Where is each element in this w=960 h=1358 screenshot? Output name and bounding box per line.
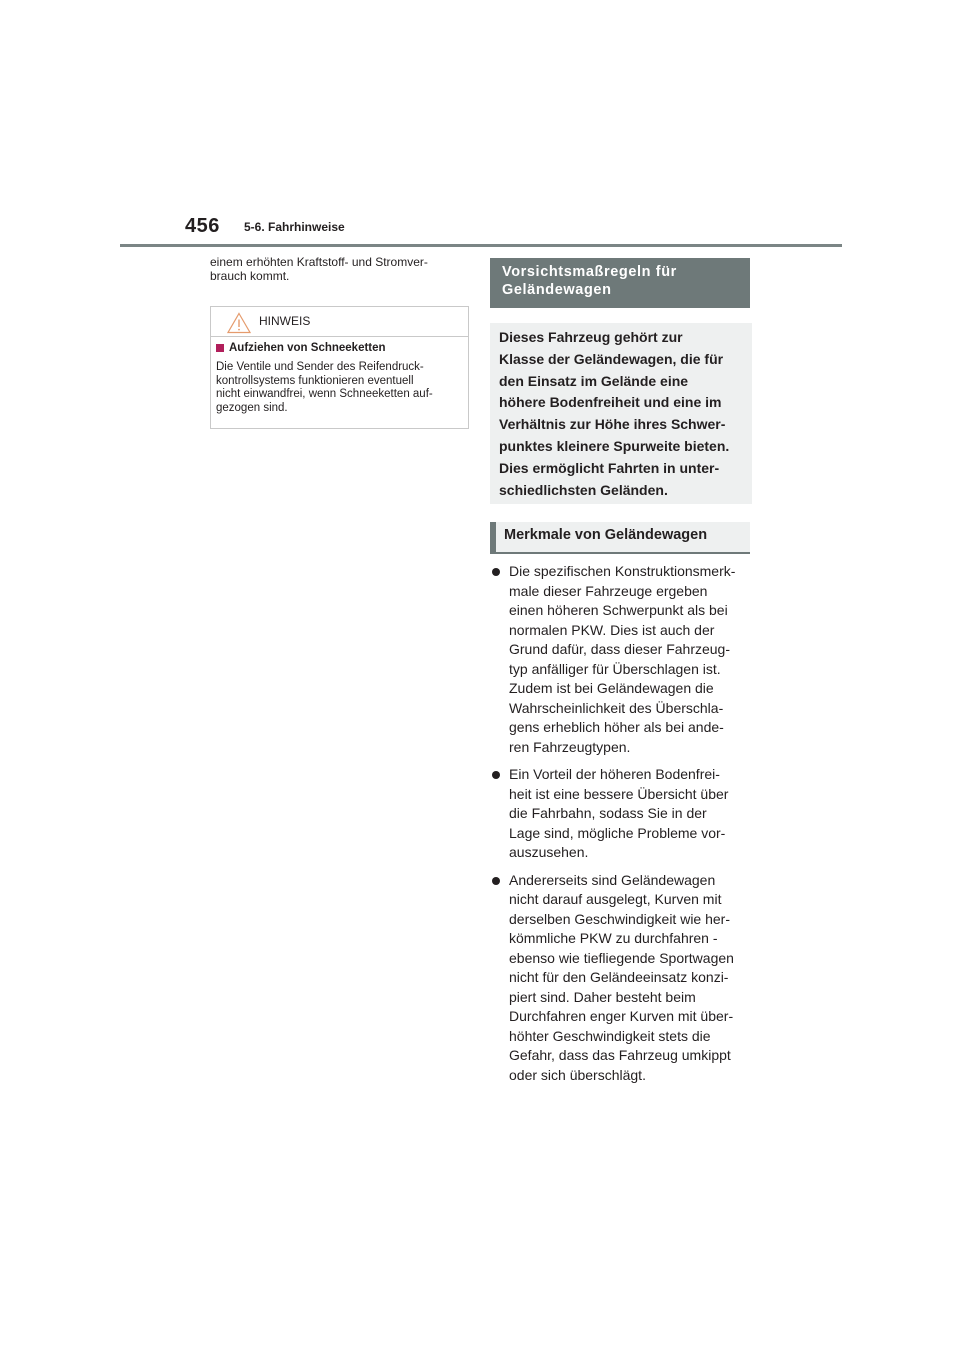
intro-text: einem erhöhten Kraftstoff- und Stromver- brauch kommt.: [210, 255, 428, 283]
notice-body: [211, 337, 468, 415]
subheading: Merkmale von Geländewagen: [490, 522, 750, 554]
header-rule: [120, 244, 842, 247]
notice-label: HINWEIS: [259, 314, 311, 328]
list-item: [490, 765, 752, 863]
square-marker-icon: [216, 344, 224, 352]
section-heading: Vorsichtsmaßregeln für Geländewagen: [490, 258, 750, 308]
bullet-dot-icon: [492, 568, 500, 576]
notice-text: Die Ventile und Sender des Reifendruck- kontrollsystems funktionieren eventuell nicht einwandfrei, wenn Schneeketten auf- gezogen sind.: [216, 361, 433, 414]
notice-box: [210, 306, 469, 429]
bullet-dot-icon: [492, 771, 500, 779]
warning-triangle-icon: [227, 312, 251, 334]
lead-box: [490, 323, 752, 504]
left-column: [210, 256, 470, 283]
lead-text: Dieses Fahrzeug gehört zur Klasse der Geländewagen, die für den Einsatz im Gelände eine höhere Bodenfreiheit und eine im Verhältnis zur Höhe ihres Schwer- punktes kleinere Spurweite bieten. Dies ermöglicht Fahrten in unter- schiedlichsten Geländen.: [499, 329, 730, 498]
notice-heading: [216, 341, 463, 355]
list-item: [490, 871, 752, 1086]
section-title: 5-6. Fahrhinweise: [244, 220, 345, 234]
list-item: [490, 562, 752, 757]
bullet-list: [490, 562, 752, 1093]
list-item-text: Andererseits sind Geländewagen nicht darauf ausgelegt, Kurven mit derselben Geschwindigkeit wie her- kömmliche PKW zu durchfahren - ebenso wie tiefliegende Sportwagen nicht für den Geländeeinsatz konzi- piert sind. Daher besteht beim Durchfahren enger Kurven mit über- höhter Geschwindigkeit stets die Gefahr, dass das Fahrzeug umkippt oder sich überschlägt.: [509, 871, 734, 1083]
page-number: 456: [185, 215, 220, 237]
bullet-dot-icon: [492, 877, 500, 885]
notice-header: [211, 307, 468, 337]
list-item-text: Die spezifischen Konstruktionsmerk- male dieser Fahrzeuge ergeben einen höheren Schwerpunkt als bei normalen PKW. Dies ist auch der Grund dafür, dass dieser Fahrzeug- typ anfälliger für Überschlagen ist. Zudem ist bei Geländewagen die Wahrscheinlichkeit des Überschla- gens erheblich höher als bei ande- ren Fahrzeugtypen.: [509, 563, 736, 755]
notice-heading-text: Aufziehen von Schneeketten: [229, 342, 386, 354]
list-item-text: Ein Vorteil der höheren Bodenfrei- heit ist eine bessere Übersicht über die Fahrbahn, sodass Sie in der Lage sind, mögliche Probleme vor- auszusehen.: [509, 766, 729, 860]
